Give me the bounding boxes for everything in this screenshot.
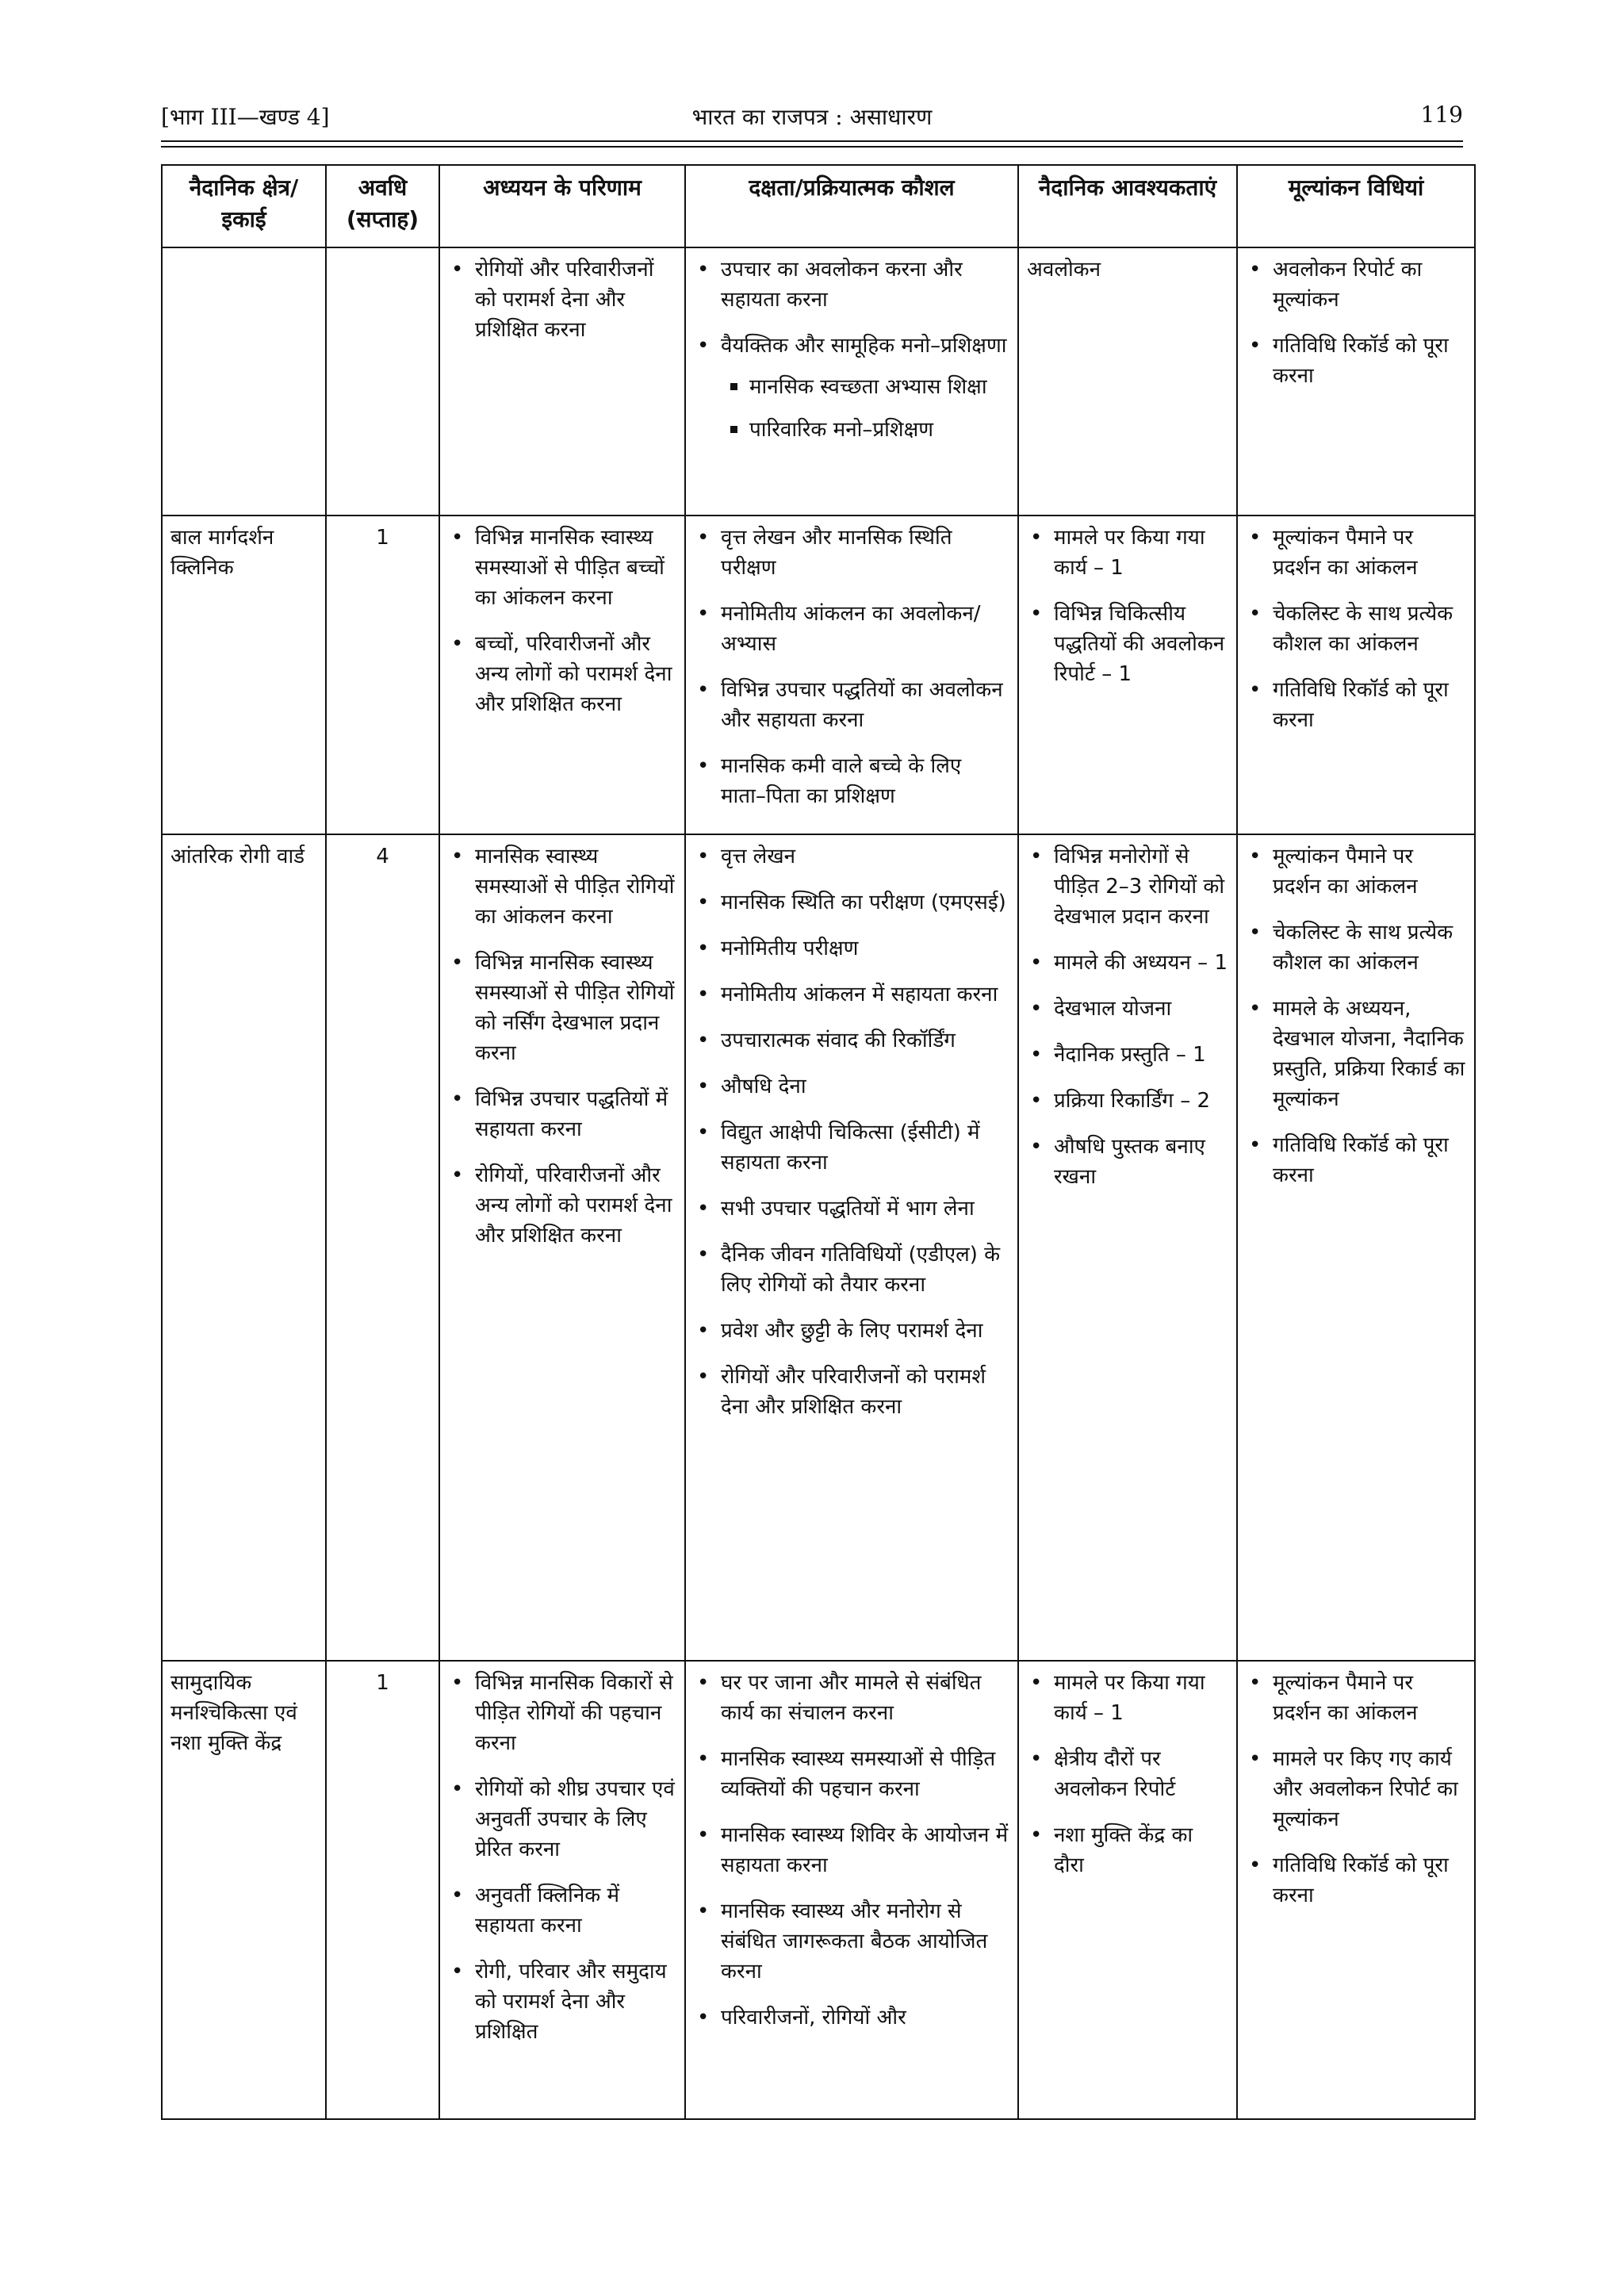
col-header-outcomes: अध्ययन के परिणाम bbox=[439, 165, 685, 247]
weeks-cell bbox=[326, 247, 439, 516]
list-item: • रोगियों को शीघ्र उपचार एवं अनुवर्ती उपचार के लिए प्रेरित करना bbox=[448, 1774, 676, 1865]
curriculum-table bbox=[161, 164, 1476, 2120]
header-rule-bottom bbox=[161, 146, 1463, 148]
list-item: • रोगियों और परिवारीजनों को परामर्श देना और प्रशिक्षित करना bbox=[448, 255, 676, 345]
skills-cell bbox=[685, 1661, 1018, 2119]
gazette-title: भारत का राजपत्र : असाधारण bbox=[691, 104, 933, 130]
outcomes-cell bbox=[439, 1661, 685, 2119]
table-row bbox=[162, 516, 1475, 834]
list-item: • चेकलिस्ट के साथ प्रत्येक कौशल का आंकलन bbox=[1246, 918, 1466, 978]
table-row bbox=[162, 247, 1475, 516]
list-item: • गतिविधि रिकॉर्ड को पूरा करना bbox=[1246, 1850, 1466, 1911]
list-item: • औषधि पुस्तक बनाए रखना bbox=[1027, 1132, 1228, 1192]
list-item: • मामले के अध्ययन, देखभाल योजना, नैदानिक प्रस्तुति, प्रक्रिया रिकार्ड का मूल्यांकन bbox=[1246, 994, 1466, 1114]
requirements-cell bbox=[1018, 1661, 1237, 2119]
list-item: • देखभाल योजना bbox=[1027, 994, 1228, 1024]
list-item: • क्षेत्रीय दौरों पर अवलोकन रिपोर्ट bbox=[1027, 1744, 1228, 1804]
requirements-text: अवलोकन bbox=[1027, 258, 1101, 282]
table-header-row bbox=[162, 165, 1475, 247]
list-item: • प्रक्रिया रिकार्डिंग – 2 bbox=[1027, 1086, 1228, 1116]
list-item: • गतिविधि रिकॉर्ड को पूरा करना bbox=[1246, 331, 1466, 391]
list-item: • मामले की अध्ययन – 1 bbox=[1027, 948, 1228, 978]
list-item: • वृत्त लेखन और मानसिक स्थिति परीक्षण bbox=[694, 523, 1009, 583]
area-cell: आंतरिक रोगी वार्ड bbox=[162, 834, 326, 1661]
list-item: • गतिविधि रिकॉर्ड को पूरा करना bbox=[1246, 675, 1466, 735]
outcomes-cell bbox=[439, 834, 685, 1661]
col-header-area: नैदानिक क्षेत्र/इकाई bbox=[162, 165, 326, 247]
list-item: • विभिन्न उपचार पद्धतियों का अवलोकन और सहायता करना bbox=[694, 675, 1009, 735]
area-cell bbox=[162, 247, 326, 516]
col-header-requirements: नैदानिक आवश्यकताएं bbox=[1018, 165, 1237, 247]
evaluation-cell bbox=[1237, 247, 1475, 516]
list-item: • घर पर जाना और मामले से संबंधित कार्य का संचालन करना bbox=[694, 1668, 1009, 1728]
list-item: • मूल्यांकन पैमाने पर प्रदर्शन का आंकलन bbox=[1246, 841, 1466, 902]
list-item: • अनुवर्ती क्लिनिक में सहायता करना bbox=[448, 1880, 676, 1941]
table-row bbox=[162, 1661, 1475, 2119]
list-item: • मनोमितीय आंकलन का अवलोकन/अभ्यास bbox=[694, 599, 1009, 659]
list-item: • उपचारात्मक संवाद की रिकॉर्डिंग bbox=[694, 1025, 1009, 1056]
list-item: • मानसिक कमी वाले बच्चे के लिए माता–पिता का प्रशिक्षण bbox=[694, 751, 1009, 811]
list-item: • मानसिक स्वास्थ्य और मनोरोग से संबंधित जागरूकता बैठक आयोजित करना bbox=[694, 1896, 1009, 1987]
skills-cell bbox=[685, 247, 1018, 516]
list-item: • रोगी, परिवार और समुदाय को परामर्श देना और प्रशिक्षित bbox=[448, 1957, 676, 2047]
list-item: • रोगियों और परिवारीजनों को परामर्श देना और प्रशिक्षित करना bbox=[694, 1362, 1009, 1422]
list-item: • मानसिक स्वास्थ्य समस्याओं से पीड़ित रोगियों का आंकलन करना bbox=[448, 841, 676, 932]
requirements-cell bbox=[1018, 516, 1237, 834]
list-item: • रोगियों, परिवारीजनों और अन्य लोगों को परामर्श देना और प्रशिक्षित करना bbox=[448, 1160, 676, 1251]
list-item: • मनोमितीय आंकलन में सहायता करना bbox=[694, 979, 1009, 1010]
page-header bbox=[161, 102, 1463, 136]
col-header-skills: दक्षता/प्रक्रियात्मक कौशल bbox=[685, 165, 1018, 247]
evaluation-cell bbox=[1237, 834, 1475, 1661]
list-item: • मूल्यांकन पैमाने पर प्रदर्शन का आंकलन bbox=[1246, 523, 1466, 583]
requirements-cell bbox=[1018, 247, 1237, 516]
list-item: • परिवारीजनों, रोगियों और bbox=[694, 2003, 1009, 2033]
list-item: • प्रवेश और छुट्टी के लिए परामर्श देना bbox=[694, 1316, 1009, 1346]
list-item: • मामले पर किया गया कार्य – 1 bbox=[1027, 1668, 1228, 1728]
list-item: • विभिन्न मानसिक स्वास्थ्य समस्याओं से पीड़ित बच्चों का आंकलन करना bbox=[448, 523, 676, 613]
weeks-cell: 1 bbox=[326, 1661, 439, 2119]
list-item: • गतिविधि रिकॉर्ड को पूरा करना bbox=[1246, 1130, 1466, 1190]
skills-cell bbox=[685, 516, 1018, 834]
list-item: • मानसिक स्थिति का परीक्षण (एमएसई) bbox=[694, 887, 1009, 918]
col-header-weeks: अवधि (सप्ताह) bbox=[326, 165, 439, 247]
list-item: • औषधि देना bbox=[694, 1071, 1009, 1102]
outcomes-cell bbox=[439, 247, 685, 516]
list-item: • मूल्यांकन पैमाने पर प्रदर्शन का आंकलन bbox=[1246, 1668, 1466, 1728]
list-item: • विद्युत आक्षेपी चिकित्सा (ईसीटी) में सहायता करना bbox=[694, 1117, 1009, 1178]
list-item: • विभिन्न मनोरोगों से पीड़ित 2–3 रोगियों को देखभाल प्रदान करना bbox=[1027, 841, 1228, 932]
list-item: • वृत्त लेखन bbox=[694, 841, 1009, 872]
evaluation-cell bbox=[1237, 516, 1475, 834]
list-item: • दैनिक जीवन गतिविधियों (एडीएल) के लिए रोगियों को तैयार करना bbox=[694, 1240, 1009, 1300]
part-section-label: [भाग III—खण्ड 4] bbox=[161, 104, 330, 130]
list-item: • विभिन्न मानसिक स्वास्थ्य समस्याओं से पीड़ित रोगियों को नर्सिंग देखभाल प्रदान करना bbox=[448, 948, 676, 1068]
page-number: 119 bbox=[1420, 102, 1463, 128]
area-cell: बाल मार्गदर्शन क्लिनिक bbox=[162, 516, 326, 834]
list-item: • विभिन्न मानसिक विकारों से पीड़ित रोगियों की पहचान करना bbox=[448, 1668, 676, 1758]
list-item: • मामले पर किया गया कार्य – 1 bbox=[1027, 523, 1228, 583]
outcomes-cell bbox=[439, 516, 685, 834]
evaluation-cell bbox=[1237, 1661, 1475, 2119]
list-item: • मानसिक स्वास्थ्य शिविर के आयोजन में सहायता करना bbox=[694, 1820, 1009, 1880]
list-item: • नशा मुक्ति केंद्र का दौरा bbox=[1027, 1820, 1228, 1880]
col-header-evaluation: मूल्यांकन विधियां bbox=[1237, 165, 1475, 247]
table-row bbox=[162, 834, 1475, 1661]
list-item: • बच्चों, परिवारीजनों और अन्य लोगों को परामर्श देना और प्रशिक्षित करना bbox=[448, 629, 676, 719]
list-item: • अवलोकन रिपोर्ट का मूल्यांकन bbox=[1246, 255, 1466, 315]
skills-cell bbox=[685, 834, 1018, 1661]
weeks-cell: 4 bbox=[326, 834, 439, 1661]
list-item: • उपचार का अवलोकन करना और सहायता करना bbox=[694, 255, 1009, 315]
sub-list-item: पारिवारिक मनो–प्रशिक्षण bbox=[721, 415, 1009, 445]
weeks-cell: 1 bbox=[326, 516, 439, 834]
list-item: • मानसिक स्वास्थ्य समस्याओं से पीड़ित व्यक्तियों की पहचान करना bbox=[694, 1744, 1009, 1804]
list-item: • मामले पर किए गए कार्य और अवलोकन रिपोर्ट का मूल्यांकन bbox=[1246, 1744, 1466, 1834]
area-cell: सामुदायिक मनश्चिकित्सा एवं नशा मुक्ति केंद्र bbox=[162, 1661, 326, 2119]
list-item: • सभी उपचार पद्धतियों में भाग लेना bbox=[694, 1194, 1009, 1224]
list-item: • चेकलिस्ट के साथ प्रत्येक कौशल का आंकलन bbox=[1246, 599, 1466, 659]
list-item: • विभिन्न उपचार पद्धतियों में सहायता करना bbox=[448, 1084, 676, 1144]
list-item: • नैदानिक प्रस्तुति – 1 bbox=[1027, 1040, 1228, 1070]
list-item: • मनोमितीय परीक्षण bbox=[694, 933, 1009, 964]
list-item-text: वैयक्तिक और सामूहिक मनो–प्रशिक्षणा bbox=[721, 334, 1007, 358]
sub-list-item: मानसिक स्वच्छता अभ्यास शिक्षा bbox=[721, 372, 1009, 402]
header-rule-top bbox=[161, 140, 1463, 142]
list-item bbox=[694, 331, 1009, 445]
requirements-cell bbox=[1018, 834, 1237, 1661]
list-item: • विभिन्न चिकित्सीय पद्धतियों की अवलोकन रिपोर्ट – 1 bbox=[1027, 599, 1228, 689]
